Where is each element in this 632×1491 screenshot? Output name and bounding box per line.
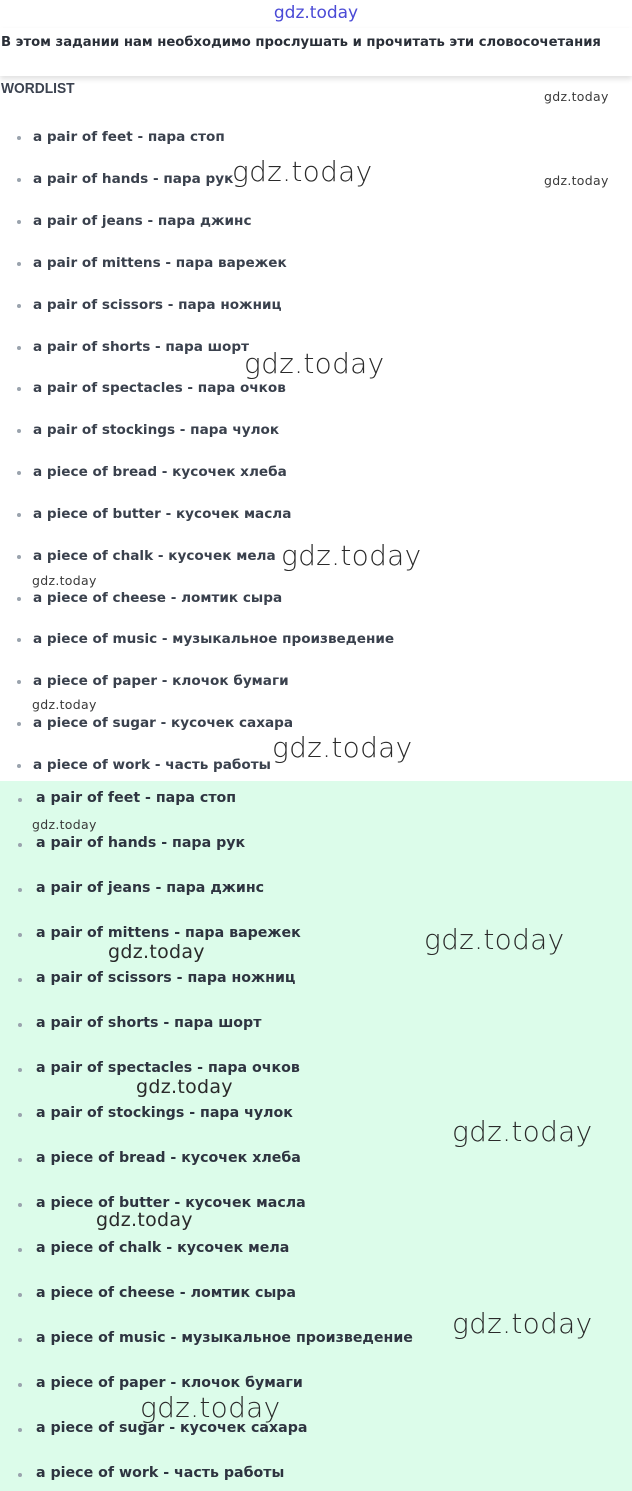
list-item-text: a pair of scissors - пара ножниц bbox=[36, 970, 296, 986]
list-item-text: a pair of stockings - пара чулок bbox=[33, 422, 280, 438]
list-item-text: a piece of cheese - ломтик сыра bbox=[36, 1285, 297, 1301]
list-item-text: a pair of hands - пара рук bbox=[33, 171, 234, 187]
bullet-icon bbox=[18, 1473, 22, 1477]
list-item-text: a piece of paper - клочок бумаги bbox=[33, 673, 289, 689]
list-item-text: a piece of sugar - кусочек сахара bbox=[36, 1420, 308, 1436]
list-item-text: a pair of jeans - пара джинс bbox=[33, 213, 252, 229]
task-header bbox=[0, 28, 632, 76]
watermark: gdz.today bbox=[544, 173, 609, 188]
watermark: gdz.today bbox=[32, 817, 97, 832]
bullet-icon bbox=[17, 178, 21, 182]
list-item-text: a piece of chalk - кусочек мела bbox=[36, 1240, 290, 1256]
list-item-text: a piece of cheese - ломтик сыра bbox=[33, 590, 283, 606]
list-item-text: a pair of feet - пара стоп bbox=[33, 129, 225, 145]
watermark: gdz.today bbox=[108, 941, 205, 963]
list-item-text: a pair of spectacles - пара очков bbox=[36, 1060, 300, 1076]
watermark: gdz.today bbox=[452, 1307, 593, 1340]
bullet-icon bbox=[18, 1068, 22, 1072]
list-item-text: a piece of bread - кусочек хлеба bbox=[33, 464, 287, 480]
list-item-text: a pair of mittens - пара варежек bbox=[36, 925, 301, 941]
bullet-icon bbox=[18, 888, 22, 892]
list-item-text: a piece of bread - кусочек хлеба bbox=[36, 1150, 301, 1166]
wordlist-heading: WORDLIST bbox=[1, 80, 75, 97]
bullet-icon bbox=[17, 555, 21, 559]
list-item-text: a piece of chalk - кусочек мела bbox=[33, 548, 276, 564]
bullet-icon bbox=[17, 764, 21, 768]
site-logo[interactable]: gdz.today bbox=[273, 3, 359, 23]
list-item-text: a pair of shorts - пара шорт bbox=[33, 339, 249, 355]
bullet-icon bbox=[18, 1158, 22, 1162]
bullet-icon bbox=[18, 1338, 22, 1342]
bullet-icon bbox=[17, 429, 21, 433]
bullet-icon bbox=[17, 597, 21, 601]
list-item-text: a piece of work - часть работы bbox=[33, 757, 271, 773]
bullet-icon bbox=[18, 1428, 22, 1432]
watermark: gdz.today bbox=[32, 697, 97, 712]
bullet-icon bbox=[18, 1293, 22, 1297]
list-item-text: a pair of feet - пара стоп bbox=[36, 790, 237, 806]
bullet-icon bbox=[17, 722, 21, 726]
list-item-text: a pair of hands - пара рук bbox=[36, 835, 246, 851]
watermark: gdz.today bbox=[452, 1115, 593, 1148]
bullet-icon bbox=[17, 680, 21, 684]
list-item-text: a piece of butter - кусочек масла bbox=[33, 506, 292, 522]
watermark: gdz.today bbox=[136, 1076, 233, 1098]
list-item-text: a piece of sugar - кусочек сахара bbox=[33, 715, 294, 731]
bullet-icon bbox=[17, 304, 21, 308]
watermark: gdz.today bbox=[232, 155, 373, 188]
bullet-icon bbox=[18, 978, 22, 982]
bullet-icon bbox=[18, 1203, 22, 1207]
bullet-icon bbox=[17, 638, 21, 642]
watermark: gdz.today bbox=[272, 731, 413, 764]
list-item-text: a pair of stockings - пара чулок bbox=[36, 1105, 293, 1121]
bullet-icon bbox=[17, 220, 21, 224]
watermark: gdz.today bbox=[32, 573, 97, 588]
watermark: gdz.today bbox=[244, 347, 385, 380]
bullet-icon bbox=[18, 933, 22, 937]
bullet-icon bbox=[17, 513, 21, 517]
list-item-text: a piece of paper - клочок бумаги bbox=[36, 1375, 303, 1391]
list-item-text: a pair of jeans - пара джинс bbox=[36, 880, 265, 896]
watermark: gdz.today bbox=[544, 89, 609, 104]
list-item-text: a pair of shorts - пара шорт bbox=[36, 1015, 262, 1031]
watermark: gdz.today bbox=[140, 1391, 281, 1424]
bullet-icon bbox=[17, 136, 21, 140]
bullet-icon bbox=[17, 262, 21, 266]
bullet-icon bbox=[17, 346, 21, 350]
task-description: В этом задании нам необходимо прослушать и прочитать эти словосочетания bbox=[1, 35, 601, 50]
bullet-icon bbox=[18, 798, 22, 802]
list-item-text: a piece of music - музыкальное произведение bbox=[33, 631, 395, 647]
bullet-icon bbox=[17, 387, 21, 391]
bullet-icon bbox=[18, 843, 22, 847]
watermark: gdz.today bbox=[96, 1209, 193, 1231]
watermark: gdz.today bbox=[424, 923, 565, 956]
bullet-icon bbox=[18, 1023, 22, 1027]
list-item-text: a pair of mittens - пара варежек bbox=[33, 255, 287, 271]
watermark: gdz.today bbox=[281, 539, 422, 572]
list-item-text: a piece of butter - кусочек масла bbox=[36, 1195, 306, 1211]
bullet-icon bbox=[18, 1248, 22, 1252]
list-item-text: a pair of spectacles - пара очков bbox=[33, 380, 286, 396]
list-item-text: a piece of music - музыкальное произведение bbox=[36, 1330, 413, 1346]
bullet-icon bbox=[17, 471, 21, 475]
list-item-text: a pair of scissors - пара ножниц bbox=[33, 297, 282, 313]
bullet-icon bbox=[18, 1383, 22, 1387]
list-item-text: a piece of work - часть работы bbox=[36, 1465, 285, 1481]
bullet-icon bbox=[18, 1113, 22, 1117]
